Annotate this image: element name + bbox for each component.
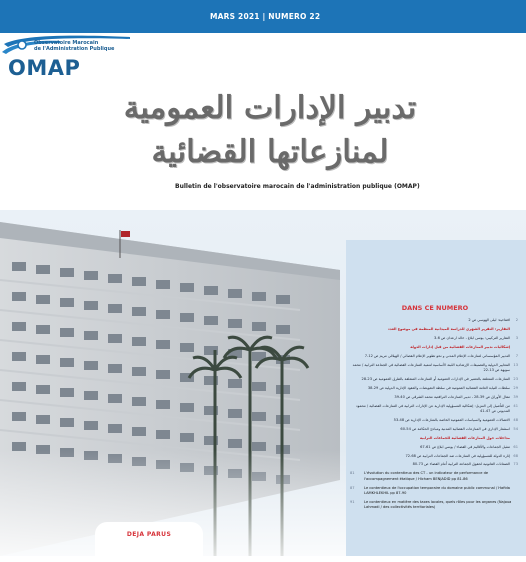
logo-acronym: OMAP <box>8 56 81 80</box>
toc-item[interactable] <box>350 471 518 482</box>
issue-date-line: MARS 2021 | NUMERO 22 <box>210 12 321 21</box>
toc-item-text: إثارة الدولة للمسؤولية في المنازعات ضد الجماعات الترابية ص 68-72 <box>405 453 510 458</box>
deja-parus-tab[interactable] <box>95 522 203 562</box>
toc-item[interactable] <box>350 336 518 341</box>
toc-item-text: المنازعات المتعلقة بالتعمير في الإدارات العمومية أو المنازعات المتعلقة بالطرق العمومية ص 23-28 <box>361 376 510 381</box>
toc-item-text: مقال الأوراق ص 39-28 ، تدبير المنازعات الترافعية محمد الشرقي ص 40-39 <box>394 394 510 399</box>
toc-item[interactable] <box>350 404 518 415</box>
toc-page-number: 91 <box>350 499 355 504</box>
logo-name-line2: de l'Administration Publique <box>34 46 115 52</box>
toc-item-text: الضمانات القانونية لحقوق الجماعة الترابية أمام القضاء ص 73-80 <box>412 462 510 467</box>
toc-item-text: Le contentieux en matière des taxes locales, quels rôles pour les organes (Najoua Lahmadi / des collectivités territoriales) <box>364 499 512 510</box>
toc-item-text: من التأصيل إلى التنزيل: إشكالية المسؤولية الإدارية عن الإدارات الترابية في المنازعات القضائية / محمود المديوني ص 47-41 <box>356 403 510 413</box>
toc-item-text: افتتاحية: ليلى الهوسي ص 2 <box>468 318 510 322</box>
toc-item[interactable] <box>350 363 518 374</box>
logo-name <box>34 40 134 52</box>
toc-page-number: 41 <box>513 403 518 408</box>
toc-item[interactable] <box>350 427 518 432</box>
deja-parus-label: DEJA PARUS <box>126 531 172 538</box>
toc-section-heading[interactable] <box>350 436 518 441</box>
toc-item-text: الاتصالات العمومية والسياسات العمومية الخاصة بالمنازعات الإدارية ص 48-53 <box>393 417 510 422</box>
toc-page-number: 7 <box>515 353 518 358</box>
toc-page-number: 61 <box>513 444 518 449</box>
bulletin-subtitle: Bulletin de l'observatoire marocain de l'administration publique (OMAP) <box>175 183 420 190</box>
toc-item[interactable] <box>350 462 518 467</box>
page-title <box>110 86 430 174</box>
toc-item[interactable] <box>350 454 518 459</box>
toc-item-text: التدبير المؤسساتي لمنازعات الإعلام المدني و نحو تطوير الإعلام القضائي / الهيلالي مريم ص 12-7 <box>364 353 510 358</box>
toc-item[interactable] <box>350 354 518 359</box>
toc-item-text: التقارير: التقرير الشهري للدراسة الميدانية المنظمة في موضوع العدد <box>387 326 510 331</box>
logo-name-line1: Observatoire Marocain <box>34 40 99 46</box>
title-line2: لمنازعاتها القضائية <box>151 134 389 170</box>
toc-item[interactable] <box>350 386 518 391</box>
toc-list <box>350 318 518 514</box>
toc-item[interactable] <box>350 418 518 423</box>
toc-page-number: 87 <box>350 485 355 490</box>
omap-logo <box>0 34 135 80</box>
toc-item[interactable] <box>350 445 518 450</box>
title-line1: تدبير الإدارات العمومية <box>123 90 417 126</box>
toc-heading: DANS CE NUMERO <box>401 304 469 312</box>
toc-item-text: التقارير التركيبي: يونس ابلاغ ، خالد ارعدان ص 6-3 <box>433 335 510 340</box>
toc-page-number: 39 <box>513 394 518 399</box>
toc-item-text: L'évolution du contentieux des CT - un indicateur de performance de l'accompagnement étatique / Hicham BENJADID pp 81-86 <box>364 471 489 481</box>
toc-page-number: 54 <box>513 426 518 431</box>
toc-page-number: 73 <box>513 462 518 467</box>
toc-page-number: 3 <box>515 335 518 340</box>
toc-section-heading[interactable] <box>350 327 518 332</box>
toc-page-number: 68 <box>513 453 518 458</box>
toc-item-text: المعايير الدولية والتصنيفات الإرشادية اللبنة الأساسية لتنمية المنازعات القضائية في الجماعة الترابية / محمد سويهة ص 13-22 <box>352 362 510 372</box>
toc-item-text: Le contentieux de l'occupation temporaire du domaine public communal / Hafida LAMKHLEKHIL pp 87-90 <box>364 485 510 496</box>
toc-item-text: تمثيل الجماعات والأقاليم في القضاء / يونس ابلاغ ص 61-67 <box>420 444 510 449</box>
toc-page-number: 48 <box>513 417 518 422</box>
toc-page-number: 23 <box>513 376 518 381</box>
toc-panel-curve <box>346 240 526 300</box>
toc-item[interactable] <box>350 486 518 497</box>
toc-page-number: 29 <box>513 385 518 390</box>
toc-item-text: سلطات النيابة العامة القضائية العمومية في سلطة التعويضات والعقود الإدارية الدولية ص 29-38 <box>367 385 510 390</box>
toc-item-text: مداخلات حول المنازعات القضائية للجماعات الترابية <box>419 435 510 440</box>
toc-page-number: 13 <box>513 362 518 367</box>
toc-item-text: إشكاليات تدبير المنازعات القضائية من قبل إدارات الدولة <box>410 344 510 349</box>
toc-item[interactable] <box>350 395 518 400</box>
toc-item[interactable] <box>350 500 518 511</box>
toc-item[interactable] <box>350 377 518 382</box>
toc-item[interactable] <box>350 318 518 323</box>
toc-page-number: 2 <box>515 318 518 322</box>
toc-item-text: استثمار الإداري في المنازعات القضائية المدنية ومبادئ الحكامة ص 54-60 <box>400 426 510 431</box>
toc-page-number: 81 <box>350 471 355 476</box>
toc-section-heading[interactable] <box>350 345 518 350</box>
